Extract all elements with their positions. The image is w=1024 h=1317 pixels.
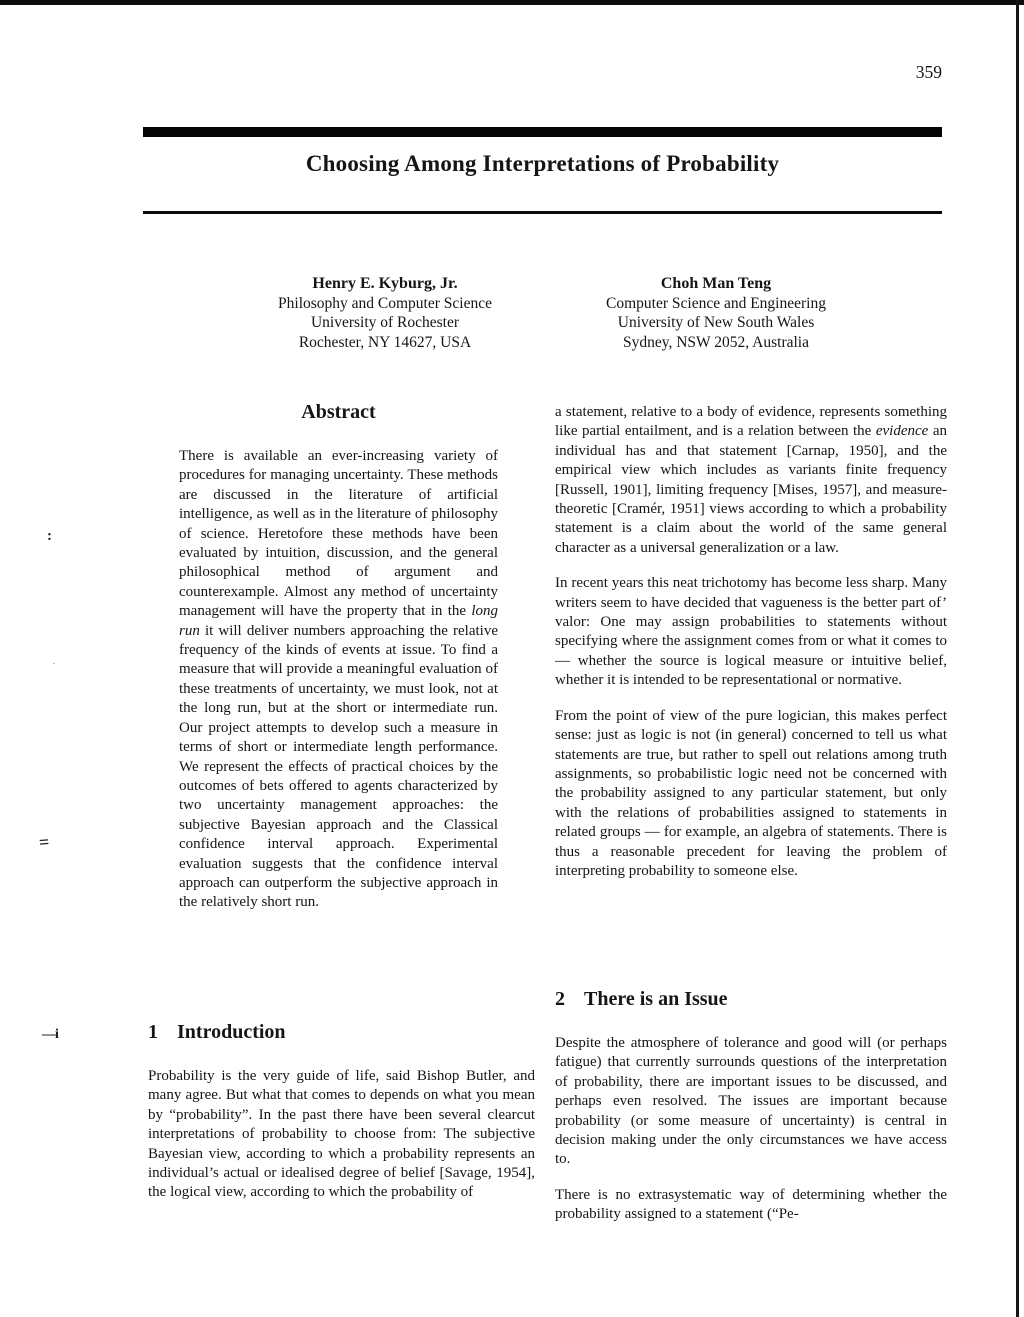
section-2-heading — [555, 988, 947, 1011]
author-block-1 — [235, 274, 535, 352]
margin-scan-mark: · — [52, 658, 56, 670]
title-rule-bottom — [143, 211, 942, 214]
title-rule-top — [143, 127, 942, 137]
author-name: Henry E. Kyburg, Jr. — [312, 275, 458, 292]
paragraph: Probability is the very guide of life, said Bishop Butler, and many agree. But what that comes to depends on what you mean by “probability”. In the past there have been several clearcut interpretations of probability to choose from: The subjective Bayesian view, according to which a probability represents an individual’s actual or idealised degree of belief [Savage, 1954], the logical view, according to which the probability of — [148, 1068, 535, 1201]
author-name: Choh Man Teng — [660, 275, 772, 292]
margin-scan-mark: : — [47, 528, 52, 544]
section-title: Introduction — [177, 1021, 286, 1043]
author-affiliation-line: Computer Science and Engineering — [606, 294, 826, 312]
section-2-there-is-an-issue — [555, 988, 947, 1225]
margin-scan-mark: = — [38, 831, 51, 853]
paragraph: Despite the atmosphere of tolerance and good will (or perhaps fatigue) that currently surrounds questions of the interpretation of probability, there are important issues to be discussed, and perhaps even resolved. The issues are important because probability (or some measure of uncertainty) is central in decision making under the only circumstances we have access to. — [555, 1035, 947, 1168]
abstract-section — [148, 401, 535, 913]
right-column-upper — [555, 403, 947, 881]
paragraph: In recent years this neat trichotomy has become less sharp. Many writers seem to have decided that vagueness is the better part of’ valor: One may assign probabilities to statements without specifying where the assignment comes from or what it comes to — whether the source is logical measure or intuitive belief, whether it is intended to be representational or normative. — [555, 575, 947, 689]
section-title: There is an Issue — [584, 988, 728, 1010]
author-affiliation-line: Sydney, NSW 2052, Australia — [623, 333, 809, 351]
section-number: 1 — [148, 1021, 158, 1043]
margin-scan-mark: —i — [42, 1027, 58, 1042]
abstract-text: There is available an ever-increasing variety of procedures for managing uncertainty. These methods are discussed in the literature of artificial intelligence, as well as in the literature of philosophy of science. Heretofore these methods have been evaluated by intuition, discussion, and the general philosophical method of argument and counterexample. Almost any method of uncertainty management will have the property that in the long run it will deliver numbers approaching the relative frequency of the kinds of events at issue. To find a measure that will provide a meaningful evaluation of these treatments of uncertainty, we must look, not at the long run, but at the short or intermediate run. Our project attempts to develop such a measure in terms of short or intermediate length performance. We represent the effects of practical choices by the outcomes of bets offered to agents characterized by two uncertainty management approaches: the subjective Bayesian approach and the Classical confidence interval approach. Experimental evaluation suggests that the confidence interval approach can outperform the subjective approach in the relatively short run. — [179, 448, 498, 911]
paragraph: From the point of view of the pure logician, this makes perfect sense: just as logic is not (in general) concerned to tell us what statements are true, but rather to spell out relations among truth assignments, so probabilistic logic need not be concerned with the probability assigned to any particular statement, but only with the relations of probabilities assigned to statements in related groups — for example, an algebra of statements. There is thus a reasonable precedent for leaving the problem of interpreting probability to someone else. — [555, 707, 947, 879]
section-number: 2 — [555, 988, 565, 1010]
scan-edge-artifact-right — [1016, 0, 1019, 1317]
paper-title: Choosing Among Interpretations of Probability — [305, 151, 780, 176]
page-number: 359 — [915, 62, 942, 82]
section-1-introduction — [148, 1021, 535, 1203]
scan-edge-artifact-top — [0, 0, 1024, 5]
author-affiliation-line: Philosophy and Computer Science — [278, 294, 492, 312]
paragraph: There is no extrasystematic way of determining whether the probability assigned to a statement (“Pe- — [555, 1186, 947, 1223]
author-affiliation-line: Rochester, NY 14627, USA — [298, 333, 472, 351]
paragraph: a statement, relative to a body of evidence, represents something like partial entailment, and is a relation between the evidence an individual has and that statement [Carnap, 1950], and the empirical view which includes as variants finite frequency [Russell, 1901], limiting frequency [Mises, 1957], and measure-theoretic [Cramér, 1951] views according to which a probability statement is a claim about the world of the same general character as a universal generalization or a law. — [555, 404, 947, 556]
author-block-2 — [566, 274, 866, 352]
author-affiliation-line: University of Rochester — [310, 314, 460, 331]
section-1-heading — [148, 1021, 535, 1044]
author-affiliation-line: University of New South Wales — [617, 314, 815, 331]
abstract-heading: Abstract — [301, 401, 376, 423]
